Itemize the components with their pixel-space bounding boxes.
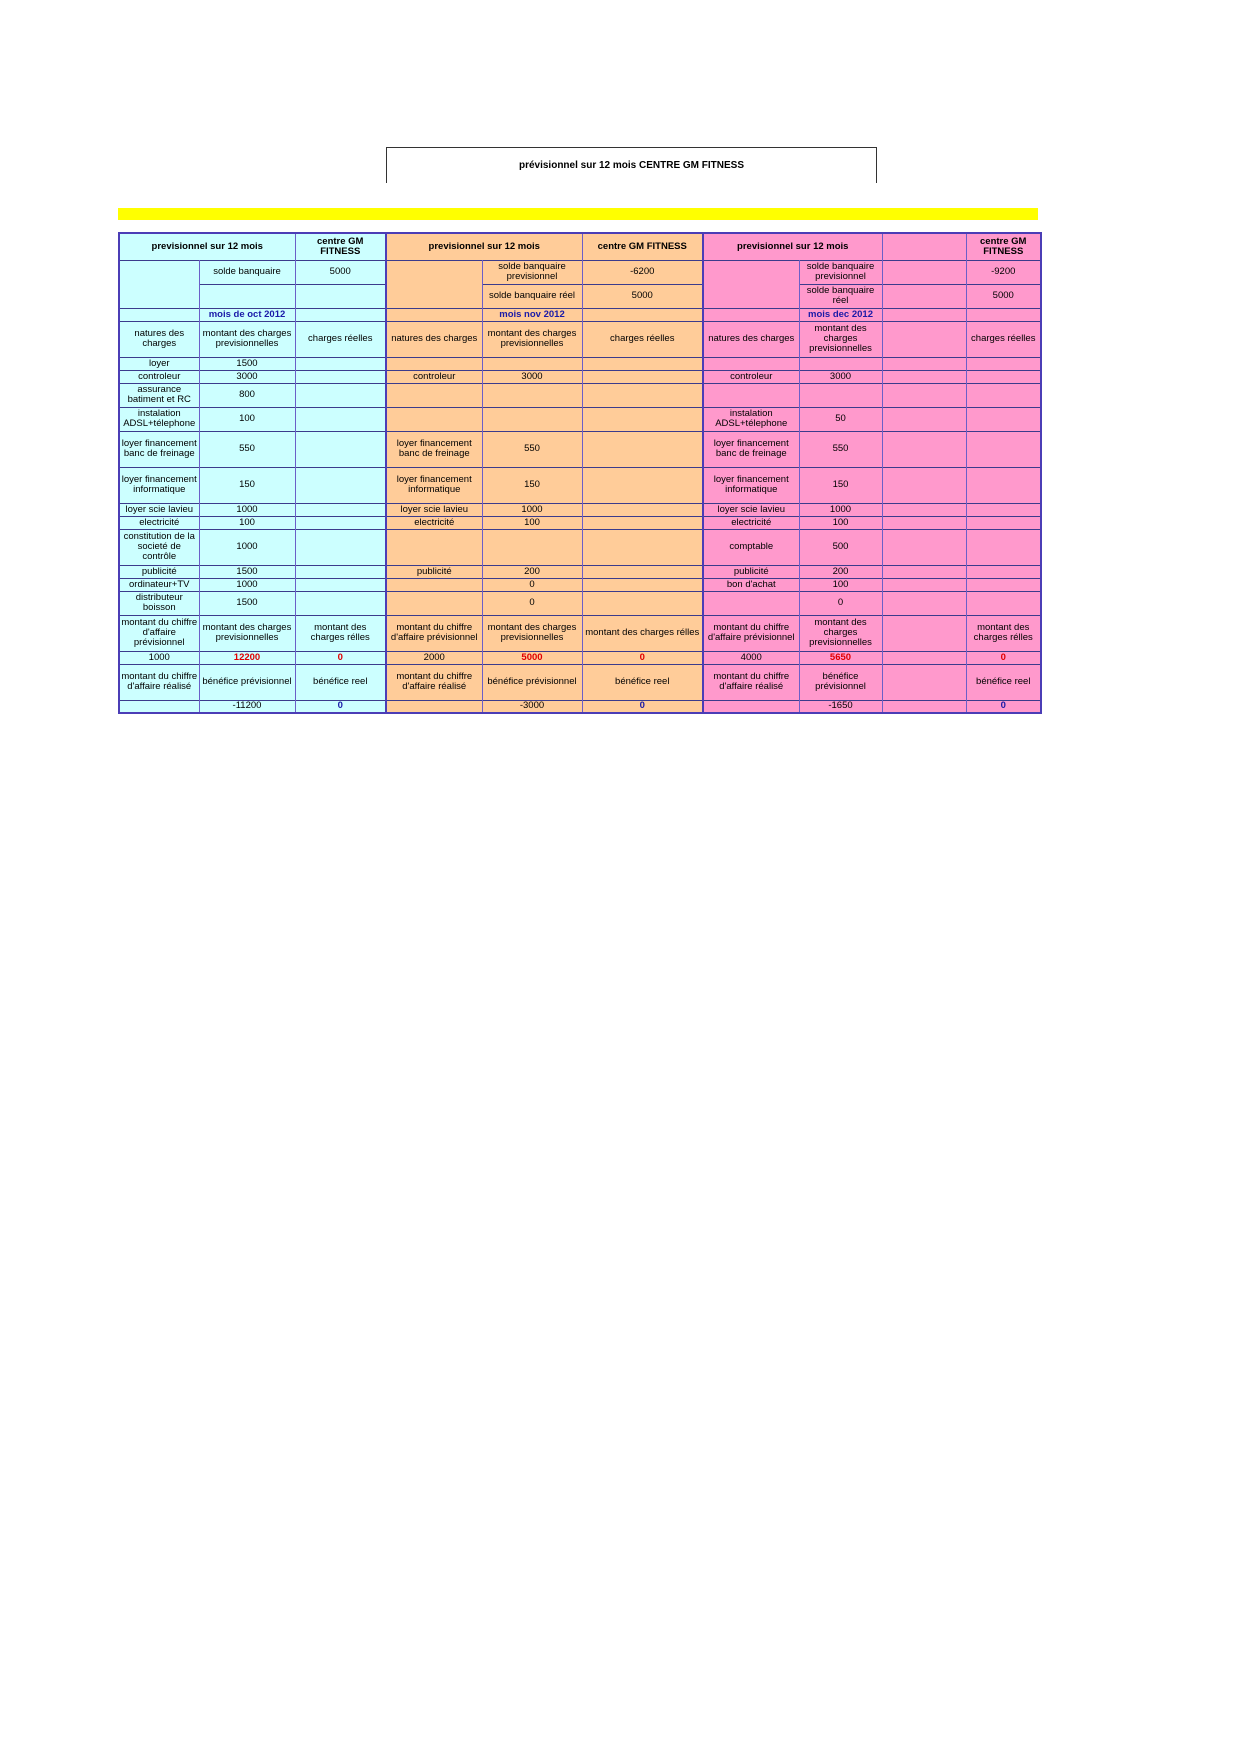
charge-dec-label	[703, 357, 799, 370]
charge-oct-label: controleur	[119, 370, 199, 383]
charge-row	[119, 383, 1041, 407]
benefit-titles-row	[119, 664, 1041, 700]
header-row	[119, 233, 1041, 260]
ben-dec-empty	[882, 664, 966, 700]
balance-dec-prev-value: -9200	[966, 260, 1041, 284]
month-nov-empty-2	[582, 308, 703, 321]
charge-nov-reel	[582, 591, 703, 615]
charge-row	[119, 370, 1041, 383]
col-nov-natures: natures des charges	[386, 321, 482, 357]
charge-nov-label: loyer financement informatique	[386, 467, 482, 503]
charge-dec-empty	[882, 516, 966, 529]
charge-oct-reel	[295, 578, 386, 591]
tot-dec-reel: 0	[966, 651, 1041, 664]
charge-dec-reel	[966, 516, 1041, 529]
tot-dec-empty	[882, 615, 966, 651]
charge-nov-label: publicité	[386, 565, 482, 578]
charge-oct-value: 550	[199, 431, 295, 467]
charge-oct-value: 3000	[199, 370, 295, 383]
charge-oct-reel	[295, 431, 386, 467]
charge-oct-label: distributeur boisson	[119, 591, 199, 615]
charge-oct-reel	[295, 357, 386, 370]
charge-oct-reel	[295, 591, 386, 615]
charge-dec-label	[703, 383, 799, 407]
ben-oct-reel: 0	[295, 700, 386, 713]
yellow-band	[118, 208, 1038, 220]
charge-dec-value: 500	[799, 529, 882, 565]
totals-values-row	[119, 651, 1041, 664]
charge-nov-label: electricité	[386, 516, 482, 529]
charge-nov-label: controleur	[386, 370, 482, 383]
tot-oct-prev: 12200	[199, 651, 295, 664]
balance-nov-prev-label: solde banquaire previsionnel	[482, 260, 582, 284]
ben-nov-prev: -3000	[482, 700, 582, 713]
charge-nov-value	[482, 407, 582, 431]
charge-nov-value: 3000	[482, 370, 582, 383]
ben-dec-prev: -1650	[799, 700, 882, 713]
charge-oct-reel	[295, 407, 386, 431]
charge-dec-value	[799, 383, 882, 407]
charge-row	[119, 578, 1041, 591]
charge-nov-label	[386, 357, 482, 370]
ben-nov-prev-label: bénéfice prévisionnel	[482, 664, 582, 700]
tot-oct-reel-label: montant des charges rélles	[295, 615, 386, 651]
charge-nov-reel	[582, 578, 703, 591]
charge-nov-reel	[582, 529, 703, 565]
benefit-values-row	[119, 700, 1041, 713]
balance-row-2	[119, 284, 1041, 308]
charge-row	[119, 529, 1041, 565]
charge-row	[119, 565, 1041, 578]
balance-dec-reel-value: 5000	[966, 284, 1041, 308]
month-row	[119, 308, 1041, 321]
charge-dec-label: loyer financement informatique	[703, 467, 799, 503]
ben-dec-ca-label: montant du chiffre d'affaire réalisé	[703, 664, 799, 700]
tot-oct-prev-label: montant des charges previsionnelles	[199, 615, 295, 651]
charge-dec-label	[703, 591, 799, 615]
sheet-title: prévisionnel sur 12 mois CENTRE GM FITNESS	[386, 147, 877, 183]
charge-oct-value: 1500	[199, 591, 295, 615]
header-dec-previsionnel: previsionnel sur 12 mois	[703, 233, 882, 260]
col-oct-montant: montant des charges previsionnelles	[199, 321, 295, 357]
charge-nov-label	[386, 578, 482, 591]
charge-oct-value: 100	[199, 516, 295, 529]
balance-oct-empty-3	[295, 284, 386, 308]
charge-row	[119, 503, 1041, 516]
balance-dec-reel-label: solde banquaire réel	[799, 284, 882, 308]
tot-dec-prev: 5650	[799, 651, 882, 664]
charge-dec-value: 100	[799, 578, 882, 591]
header-dec-centre: centre GM FITNESS	[966, 233, 1041, 260]
ben-dec-reel-label: bénéfice reel	[966, 664, 1041, 700]
ben-oct-ca-label: montant du chiffre d'affaire réalisé	[119, 664, 199, 700]
balance-oct-empty	[119, 260, 199, 308]
tot-dec-ca: 4000	[703, 651, 799, 664]
charge-dec-reel	[966, 578, 1041, 591]
tot-dec-reel-label: montant des charges rélles	[966, 615, 1041, 651]
charge-nov-value	[482, 383, 582, 407]
charge-oct-label: ordinateur+TV	[119, 578, 199, 591]
charge-nov-reel	[582, 467, 703, 503]
charge-oct-reel	[295, 565, 386, 578]
charge-nov-reel	[582, 565, 703, 578]
month-oct-empty-2	[295, 308, 386, 321]
charge-nov-label	[386, 591, 482, 615]
charge-nov-label	[386, 407, 482, 431]
col-oct-reelles: charges réelles	[295, 321, 386, 357]
charge-dec-reel	[966, 565, 1041, 578]
tot-oct-ca-label: montant du chiffre d'affaire prévisionnel	[119, 615, 199, 651]
charge-oct-label: loyer scie lavieu	[119, 503, 199, 516]
ben-nov-reel-label: bénéfice reel	[582, 664, 703, 700]
charge-nov-reel	[582, 370, 703, 383]
tot-dec-empty-2	[882, 651, 966, 664]
month-oct: mois de oct 2012	[199, 308, 295, 321]
tot-nov-reel-label: montant des charges rélles	[582, 615, 703, 651]
charge-nov-label: loyer financement banc de freinage	[386, 431, 482, 467]
charge-oct-value: 150	[199, 467, 295, 503]
charge-dec-reel	[966, 467, 1041, 503]
balance-dec-prev-label: solde banquaire previsionnel	[799, 260, 882, 284]
charge-nov-value: 0	[482, 578, 582, 591]
charge-dec-reel	[966, 383, 1041, 407]
charge-dec-value: 0	[799, 591, 882, 615]
charge-dec-empty	[882, 591, 966, 615]
balance-oct-value: 5000	[295, 260, 386, 284]
charge-nov-value	[482, 529, 582, 565]
charge-oct-reel	[295, 503, 386, 516]
charge-oct-label: constitution de la societé de contrôle	[119, 529, 199, 565]
balance-dec-empty	[703, 260, 799, 308]
charge-nov-value: 150	[482, 467, 582, 503]
charge-oct-value: 1500	[199, 357, 295, 370]
tot-nov-reel: 0	[582, 651, 703, 664]
charge-dec-empty	[882, 529, 966, 565]
tot-nov-prev: 5000	[482, 651, 582, 664]
ben-nov-empty	[386, 700, 482, 713]
charge-dec-empty	[882, 565, 966, 578]
charge-row	[119, 467, 1041, 503]
charge-dec-value: 200	[799, 565, 882, 578]
charge-dec-value: 3000	[799, 370, 882, 383]
col-dec-reelles: charges réelles	[966, 321, 1041, 357]
balance-nov-reel-label: solde banquaire réel	[482, 284, 582, 308]
col-oct-natures: natures des charges	[119, 321, 199, 357]
balance-nov-reel-value: 5000	[582, 284, 703, 308]
charge-oct-value: 800	[199, 383, 295, 407]
charge-oct-value: 1000	[199, 529, 295, 565]
charge-oct-label: loyer	[119, 357, 199, 370]
balance-oct-label: solde banquaire	[199, 260, 295, 284]
charge-oct-label: loyer financement banc de freinage	[119, 431, 199, 467]
charge-nov-value	[482, 357, 582, 370]
charge-nov-reel	[582, 407, 703, 431]
charge-nov-reel	[582, 357, 703, 370]
charge-oct-reel	[295, 467, 386, 503]
charge-dec-value: 50	[799, 407, 882, 431]
charge-dec-label: comptable	[703, 529, 799, 565]
charge-nov-reel	[582, 516, 703, 529]
tot-nov-ca-label: montant du chiffre d'affaire prévisionnel	[386, 615, 482, 651]
header-dec-empty	[882, 233, 966, 260]
charge-nov-label	[386, 383, 482, 407]
month-dec-empty-3	[966, 308, 1041, 321]
charge-oct-reel	[295, 529, 386, 565]
ben-dec-empty-2	[882, 700, 966, 713]
header-nov-previsionnel: previsionnel sur 12 mois	[386, 233, 582, 260]
ben-dec-empty	[703, 700, 799, 713]
charge-dec-value: 100	[799, 516, 882, 529]
tot-dec-prev-label: montant des charges previsionnelles	[799, 615, 882, 651]
charge-row	[119, 407, 1041, 431]
ben-oct-reel-label: bénéfice reel	[295, 664, 386, 700]
charge-dec-empty	[882, 578, 966, 591]
table-body	[119, 233, 1041, 357]
tot-dec-ca-label: montant du chiffre d'affaire prévisionnel	[703, 615, 799, 651]
charge-oct-label: assurance batiment et RC	[119, 383, 199, 407]
charge-oct-value: 1000	[199, 578, 295, 591]
charge-nov-label: loyer scie lavieu	[386, 503, 482, 516]
column-titles-row	[119, 321, 1041, 357]
charge-dec-empty	[882, 431, 966, 467]
col-nov-reelles: charges réelles	[582, 321, 703, 357]
charge-dec-empty	[882, 370, 966, 383]
col-nov-montant: montant des charges previsionnelles	[482, 321, 582, 357]
charge-nov-value: 0	[482, 591, 582, 615]
ben-oct-prev: -11200	[199, 700, 295, 713]
balance-row-1	[119, 260, 1041, 284]
charge-dec-value	[799, 357, 882, 370]
charge-dec-reel	[966, 591, 1041, 615]
tot-nov-prev-label: montant des charges previsionnelles	[482, 615, 582, 651]
col-dec-montant: montant des charges previsionnelles	[799, 321, 882, 357]
charge-dec-label: publicité	[703, 565, 799, 578]
header-oct-centre: centre GM FITNESS	[295, 233, 386, 260]
month-nov-empty	[386, 308, 482, 321]
tot-oct-reel: 0	[295, 651, 386, 664]
charge-nov-reel	[582, 383, 703, 407]
month-dec-empty-2	[882, 308, 966, 321]
charge-dec-label: controleur	[703, 370, 799, 383]
col-dec-natures: natures des charges	[703, 321, 799, 357]
forecast-table	[118, 232, 1042, 714]
charge-oct-reel	[295, 516, 386, 529]
tot-nov-ca: 2000	[386, 651, 482, 664]
charge-oct-reel	[295, 383, 386, 407]
charge-nov-value: 200	[482, 565, 582, 578]
balance-dec-empty-cell-2	[882, 284, 966, 308]
charge-dec-label: electricité	[703, 516, 799, 529]
charge-dec-empty	[882, 407, 966, 431]
ben-dec-prev-label: bénéfice prévisionnel	[799, 664, 882, 700]
header-nov-centre: centre GM FITNESS	[582, 233, 703, 260]
charge-dec-value: 1000	[799, 503, 882, 516]
charge-row	[119, 516, 1041, 529]
charge-dec-label: loyer financement banc de freinage	[703, 431, 799, 467]
charge-row	[119, 357, 1041, 370]
totals-titles-row	[119, 615, 1041, 651]
charge-dec-empty	[882, 467, 966, 503]
charge-dec-reel	[966, 431, 1041, 467]
charge-oct-label: loyer financement informatique	[119, 467, 199, 503]
charge-row	[119, 431, 1041, 467]
charge-oct-label: electricité	[119, 516, 199, 529]
charge-nov-value: 100	[482, 516, 582, 529]
ben-dec-reel: 0	[966, 700, 1041, 713]
charge-oct-label: publicité	[119, 565, 199, 578]
charge-nov-value: 1000	[482, 503, 582, 516]
month-dec: mois dec 2012	[799, 308, 882, 321]
charge-dec-reel	[966, 407, 1041, 431]
charge-nov-reel	[582, 431, 703, 467]
tot-oct-ca: 1000	[119, 651, 199, 664]
charge-dec-empty	[882, 357, 966, 370]
col-dec-empty	[882, 321, 966, 357]
charge-oct-value: 1000	[199, 503, 295, 516]
charge-dec-label: bon d'achat	[703, 578, 799, 591]
charge-oct-label: instalation ADSL+télephone	[119, 407, 199, 431]
charge-nov-value: 550	[482, 431, 582, 467]
charge-row	[119, 591, 1041, 615]
month-nov: mois nov 2012	[482, 308, 582, 321]
charge-dec-reel	[966, 529, 1041, 565]
balance-dec-empty-cell	[882, 260, 966, 284]
charge-dec-empty	[882, 383, 966, 407]
ben-oct-empty	[119, 700, 199, 713]
ben-nov-reel: 0	[582, 700, 703, 713]
charge-nov-label	[386, 529, 482, 565]
month-dec-empty	[703, 308, 799, 321]
charge-dec-reel	[966, 370, 1041, 383]
totals-body	[119, 615, 1041, 713]
charge-dec-empty	[882, 503, 966, 516]
charge-oct-value: 1500	[199, 565, 295, 578]
charge-oct-value: 100	[199, 407, 295, 431]
charge-dec-value: 550	[799, 431, 882, 467]
ben-nov-ca-label: montant du chiffre d'affaire réalisé	[386, 664, 482, 700]
charge-nov-reel	[582, 503, 703, 516]
charge-dec-value: 150	[799, 467, 882, 503]
month-oct-empty	[119, 308, 199, 321]
charge-dec-label: loyer scie lavieu	[703, 503, 799, 516]
charge-oct-reel	[295, 370, 386, 383]
balance-nov-prev-value: -6200	[582, 260, 703, 284]
charges-body	[119, 357, 1041, 615]
ben-oct-prev-label: bénéfice prévisionnel	[199, 664, 295, 700]
balance-oct-empty-2	[199, 284, 295, 308]
charge-dec-reel	[966, 503, 1041, 516]
charge-dec-reel	[966, 357, 1041, 370]
balance-nov-empty	[386, 260, 482, 308]
charge-dec-label: instalation ADSL+télephone	[703, 407, 799, 431]
header-oct-previsionnel: previsionnel sur 12 mois	[119, 233, 295, 260]
